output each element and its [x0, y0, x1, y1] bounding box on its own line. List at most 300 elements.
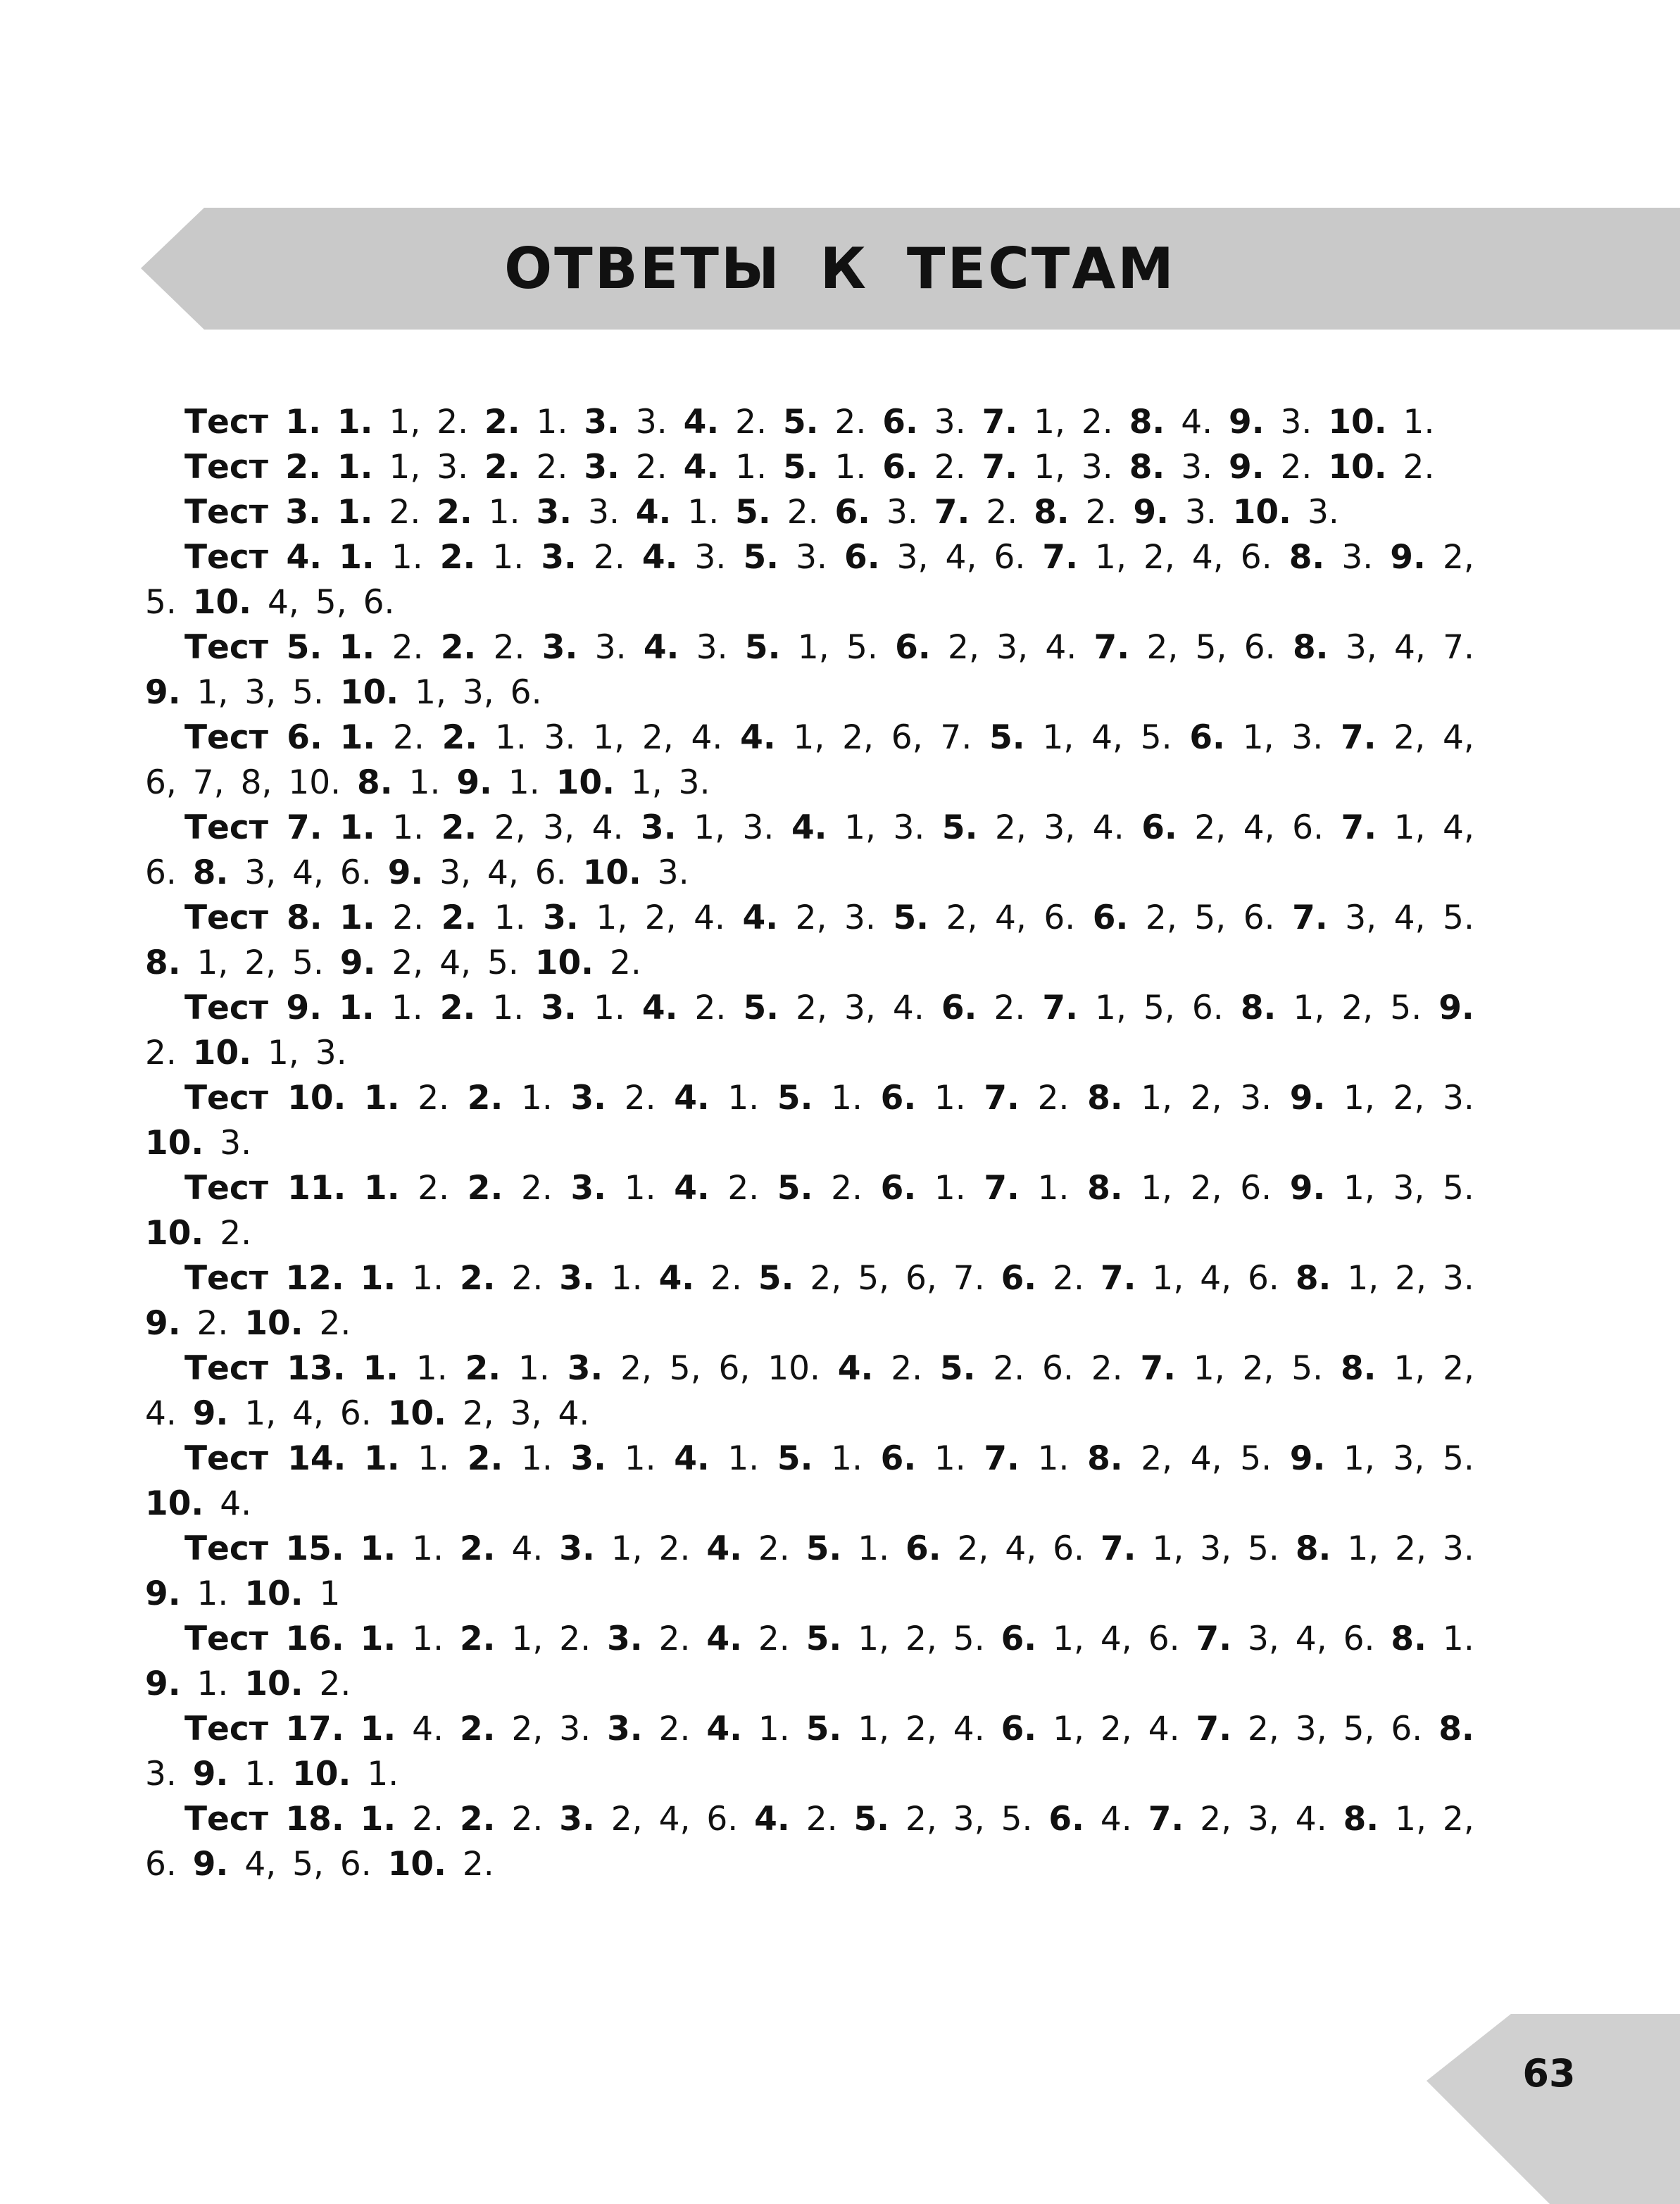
- answer-value: 1, 2.: [389, 403, 469, 442]
- answer-value: 1, 3.: [630, 763, 710, 802]
- question-number: 8.: [1343, 1800, 1379, 1839]
- question-number: 2.: [467, 1079, 503, 1117]
- answer-value: 2.: [610, 944, 641, 982]
- answer-value: 3.: [1181, 448, 1213, 487]
- answer-value: 3, 4, 6.: [1248, 1620, 1375, 1658]
- question-number: 5.: [758, 1259, 794, 1298]
- question-number: 2.: [459, 1529, 496, 1568]
- question-number: 2.: [441, 718, 478, 757]
- question-number: 7.: [1042, 989, 1078, 1027]
- question-number: 8.: [1292, 628, 1329, 667]
- question-number: 5.: [782, 403, 819, 442]
- question-number: 4.: [674, 1169, 710, 1208]
- question-number: 4.: [740, 718, 776, 757]
- question-number: 3.: [584, 403, 620, 442]
- question-number: 9.: [1133, 493, 1169, 532]
- question-number: 10.: [582, 853, 641, 892]
- question-number: 6.: [1189, 718, 1225, 757]
- answer-value: 1. 3. 1, 2, 4.: [494, 718, 723, 757]
- question-number: 1.: [337, 403, 373, 442]
- question-number: 5.: [777, 1079, 813, 1117]
- answer-value: 2.: [389, 493, 421, 532]
- question-number: 4.: [641, 538, 678, 577]
- question-number: 8.: [357, 763, 393, 802]
- question-number: 5.: [989, 718, 1025, 757]
- question-number: 9.: [1438, 989, 1474, 1027]
- question-number: 6.: [882, 448, 918, 487]
- question-number: 4.: [641, 989, 678, 1027]
- question-number: 2.: [459, 1800, 496, 1839]
- answer-value: 1, 4, 6.: [145, 808, 1474, 892]
- answer-value: 1, 2, 3.: [1347, 1259, 1474, 1298]
- question-number: 8.: [1240, 989, 1277, 1027]
- answer-value: 1.: [391, 989, 423, 1027]
- question-number: 3.: [541, 989, 577, 1027]
- answer-value: 2, 4, 5.: [391, 944, 519, 982]
- question-number: 7.: [984, 1169, 1020, 1208]
- answer-value: 2. 6. 2.: [993, 1349, 1123, 1388]
- answer-value: 2, 4, 6, 7, 8, 10.: [145, 718, 1474, 802]
- test-label: Тест 11.: [184, 1169, 346, 1208]
- question-number: 1.: [339, 718, 376, 757]
- answer-value: 2, 4, 6.: [957, 1529, 1084, 1568]
- question-number: 4.: [706, 1620, 742, 1658]
- answer-value: 2.: [392, 898, 425, 937]
- answer-value: 1, 2, 5.: [1293, 989, 1422, 1027]
- answer-value: 1.: [412, 1529, 444, 1568]
- answer-value: 2, 3, 5, 6.: [1248, 1710, 1423, 1748]
- answer-value: 1.: [408, 763, 441, 802]
- answer-value: 3.: [696, 628, 728, 667]
- question-number: 10.: [145, 1124, 204, 1163]
- question-number: 3.: [607, 1710, 643, 1748]
- question-number: 9.: [192, 1755, 229, 1793]
- question-number: 7.: [982, 403, 1018, 442]
- question-number: 7.: [1140, 1349, 1176, 1388]
- question-number: 4.: [674, 1439, 710, 1478]
- question-number: 6.: [1141, 808, 1177, 847]
- answer-value: 1, 3, 5.: [1343, 1439, 1474, 1478]
- question-number: 10.: [244, 1304, 303, 1343]
- answer-value: 1, 3.: [268, 1034, 347, 1072]
- answer-value: 1, 5, 6.: [1095, 989, 1224, 1027]
- question-number: 5.: [744, 628, 781, 667]
- answer-value: 4.: [511, 1529, 544, 1568]
- answer-value: 2.: [1280, 448, 1312, 487]
- question-number: 3.: [607, 1620, 643, 1658]
- answer-value: 2.: [831, 1169, 863, 1208]
- test-answers-entry: [145, 1436, 1474, 1527]
- question-number: 10.: [192, 1034, 252, 1072]
- answer-value: 1, 2, 5.: [858, 1620, 985, 1658]
- answer-value: 1.: [858, 1529, 890, 1568]
- answer-value: 1, 2, 6, 7.: [793, 718, 972, 757]
- question-number: 10.: [1232, 493, 1291, 532]
- test-answers-entry: [145, 625, 1474, 715]
- question-number: 8.: [192, 853, 229, 892]
- question-number: 8.: [1087, 1169, 1123, 1208]
- test-label: Тест 16.: [184, 1620, 344, 1658]
- answer-value: 2.: [805, 1800, 838, 1839]
- answer-value: 1.: [1037, 1169, 1070, 1208]
- answer-value: 3.: [588, 493, 620, 532]
- test-label: Тест 8.: [184, 898, 322, 937]
- answer-value: 3.: [1341, 538, 1374, 577]
- test-label: Тест 18.: [184, 1800, 344, 1839]
- answer-value: 2.: [493, 628, 525, 667]
- question-number: 3.: [570, 1169, 607, 1208]
- answer-value: 1.: [520, 1079, 553, 1117]
- question-number: 10.: [1328, 448, 1387, 487]
- test-label: Тест 17.: [184, 1710, 344, 1748]
- question-number: 7.: [1042, 538, 1078, 577]
- answer-value: 2.: [536, 448, 568, 487]
- answer-value: 3, 4, 5.: [1345, 898, 1474, 937]
- answer-value: 1, 4, 6.: [1053, 1620, 1180, 1658]
- answer-value: 1, 3, 5.: [1343, 1169, 1474, 1208]
- question-number: 9.: [1289, 1169, 1326, 1208]
- question-number: 3.: [559, 1800, 595, 1839]
- answer-value: 3.: [657, 853, 689, 892]
- question-number: 5.: [782, 448, 819, 487]
- answer-value: 1.: [244, 1755, 277, 1793]
- answer-value: 2.: [462, 1845, 494, 1884]
- answer-value: 1.: [727, 1079, 760, 1117]
- answer-value: 2, 3, 4.: [796, 989, 924, 1027]
- answers-list: [145, 400, 1474, 1887]
- test-answers-entry: [145, 400, 1474, 445]
- answer-value: 2.: [418, 1169, 450, 1208]
- answer-value: 2.: [934, 448, 966, 487]
- question-number: 4.: [837, 1349, 874, 1388]
- answer-value: 1, 2.: [511, 1620, 591, 1658]
- answer-value: 2.: [635, 448, 667, 487]
- answer-value: 1.: [831, 1439, 863, 1478]
- answer-value: 1.: [492, 989, 525, 1027]
- question-number: 2.: [439, 538, 476, 577]
- answer-value: 2.: [993, 989, 1026, 1027]
- question-number: 8.: [1129, 403, 1165, 442]
- question-number: 2.: [459, 1710, 496, 1748]
- page-corner-tab: [1427, 2014, 1680, 2204]
- answer-value: 2, 5, 6, 10.: [620, 1349, 820, 1388]
- question-number: 1.: [360, 1620, 396, 1658]
- question-number: 2.: [459, 1620, 496, 1658]
- question-number: 7.: [1148, 1800, 1184, 1839]
- answer-value: 1, 2, 4.: [596, 898, 725, 937]
- question-number: 4.: [706, 1710, 742, 1748]
- test-label: Тест 3.: [184, 493, 321, 532]
- answer-value: 1.: [610, 1259, 643, 1298]
- question-number: 5.: [939, 1349, 976, 1388]
- answer-value: 1, 3, 5.: [1152, 1529, 1279, 1568]
- question-number: 2.: [437, 493, 472, 532]
- question-number: 3.: [543, 898, 579, 937]
- question-number: 8.: [1391, 1620, 1427, 1658]
- test-label: Тест 2.: [184, 448, 321, 487]
- answer-value: 2, 5, 6.: [1146, 628, 1276, 667]
- question-number: 4.: [683, 403, 720, 442]
- page-corner-shape: [1427, 2014, 1680, 2204]
- question-number: 3.: [570, 1439, 607, 1478]
- test-label: Тест 10.: [184, 1079, 346, 1117]
- answer-value: 1.: [934, 1439, 966, 1478]
- question-number: 6.: [1001, 1620, 1037, 1658]
- question-number: 9.: [456, 763, 492, 802]
- answer-value: 1.: [1037, 1439, 1070, 1478]
- question-number: 6.: [834, 493, 871, 532]
- question-number: 9.: [1229, 448, 1265, 487]
- answer-value: 3.: [796, 538, 827, 577]
- test-label: Тест 4.: [184, 538, 322, 577]
- answer-value: 1.: [687, 493, 720, 532]
- answer-value: 1.: [624, 1169, 656, 1208]
- answer-value: 1, 2, 6.: [145, 1800, 1474, 1884]
- question-number: 4.: [791, 808, 827, 847]
- question-number: 8.: [1289, 538, 1325, 577]
- question-number: 8.: [145, 944, 181, 982]
- question-number: 1.: [339, 808, 375, 847]
- answer-value: 1.: [536, 403, 568, 442]
- answer-value: 2.: [710, 1259, 742, 1298]
- question-number: 6.: [880, 1079, 917, 1117]
- answer-value: 2, 3, 4.: [494, 808, 624, 847]
- question-number: 9.: [1289, 1439, 1326, 1478]
- test-answers-entry: [145, 1256, 1474, 1346]
- answer-value: 3.: [694, 538, 727, 577]
- answer-value: 1, 2, 4.: [858, 1710, 985, 1748]
- question-number: 7.: [1196, 1620, 1232, 1658]
- answer-value: 2, 4, 6.: [946, 898, 1076, 937]
- answer-value: 1.: [494, 898, 526, 937]
- question-number: 6.: [1001, 1259, 1037, 1298]
- question-number: 5.: [805, 1620, 842, 1658]
- answer-value: 1, 2.: [1034, 403, 1113, 442]
- question-number: 2.: [484, 403, 520, 442]
- question-number: 5.: [777, 1439, 813, 1478]
- answer-value: 3, 4, 7.: [1345, 628, 1474, 667]
- question-number: 4.: [643, 628, 679, 667]
- answer-value: 1.: [196, 1665, 229, 1703]
- answer-value: 2, 3, 4.: [1200, 1800, 1327, 1839]
- question-number: 8.: [1295, 1529, 1331, 1568]
- question-number: 2.: [441, 808, 477, 847]
- question-number: 4.: [635, 493, 672, 532]
- answer-value: 1, 2, 3.: [1347, 1529, 1474, 1568]
- answer-value: 2, 5, 6.: [1145, 898, 1275, 937]
- answer-value: 3.: [934, 403, 966, 442]
- question-number: 8.: [1295, 1259, 1331, 1298]
- question-number: 3.: [536, 493, 572, 532]
- answer-value: 2, 3.: [795, 898, 876, 937]
- answer-value: 1.: [934, 1079, 966, 1117]
- answer-value: 4.: [220, 1484, 252, 1523]
- answer-value: 2.: [319, 1304, 351, 1343]
- question-number: 1.: [337, 493, 373, 532]
- test-label: Тест 12.: [184, 1259, 344, 1298]
- answer-value: 2.: [1403, 448, 1435, 487]
- question-number: 10.: [244, 1665, 303, 1703]
- answer-value: 2.: [758, 1529, 790, 1568]
- answer-value: 3.: [1184, 493, 1217, 532]
- question-number: 1.: [364, 1439, 400, 1478]
- answer-value: 1.: [492, 538, 525, 577]
- question-number: 10.: [192, 583, 252, 622]
- question-number: 5.: [743, 538, 779, 577]
- answer-value: 4.: [412, 1710, 444, 1748]
- answer-value: 2, 3, 4.: [462, 1394, 590, 1433]
- question-number: 9.: [145, 1665, 181, 1703]
- question-number: 10.: [145, 1484, 204, 1523]
- question-number: 10.: [339, 673, 399, 712]
- answer-value: 2, 3, 5.: [905, 1800, 1033, 1839]
- answer-value: 4.: [1100, 1800, 1132, 1839]
- answer-value: 1, 2, 4.: [1053, 1710, 1180, 1748]
- question-number: 7.: [1093, 628, 1130, 667]
- question-number: 6.: [895, 628, 931, 667]
- answer-value: 2.: [319, 1665, 351, 1703]
- question-number: 10.: [145, 1214, 204, 1253]
- answer-value: 4, 5, 6.: [244, 1845, 372, 1884]
- question-number: 1.: [364, 1169, 400, 1208]
- question-number: 3.: [570, 1079, 607, 1117]
- test-answers-entry: [145, 1527, 1474, 1617]
- question-number: 7.: [1292, 898, 1328, 937]
- answer-value: 1, 3.: [844, 808, 925, 847]
- answer-value: 2, 5.: [145, 538, 1474, 622]
- answer-value: 1, 5.: [797, 628, 878, 667]
- question-number: 2.: [440, 628, 477, 667]
- question-number: 2.: [441, 898, 477, 937]
- answer-value: 4, 5, 6.: [268, 583, 395, 622]
- question-number: 8.: [1438, 1710, 1474, 1748]
- answer-value: 3, 4, 6.: [439, 853, 567, 892]
- answer-value: 1.: [196, 1574, 229, 1613]
- question-number: 9.: [192, 1845, 229, 1884]
- answer-value: 2, 4, 6.: [610, 1800, 739, 1839]
- answer-value: 1, 2, 4, 6.: [1095, 538, 1272, 577]
- answer-value: 4.: [1181, 403, 1213, 442]
- answer-value: 2.: [392, 718, 425, 757]
- answer-value: 2.: [520, 1169, 553, 1208]
- test-answers-entry: [145, 1707, 1474, 1797]
- test-label: Тест 14.: [184, 1439, 346, 1478]
- question-number: 5.: [777, 1169, 813, 1208]
- question-number: 10.: [556, 763, 615, 802]
- question-number: 9.: [145, 1574, 181, 1613]
- question-number: 9.: [145, 1304, 181, 1343]
- answer-value: 2.: [735, 403, 767, 442]
- question-number: 3.: [541, 628, 578, 667]
- answer-value: 1.: [727, 1439, 760, 1478]
- answer-value: 3, 4, 6.: [244, 853, 372, 892]
- answer-value: 3.: [635, 403, 667, 442]
- question-number: 1.: [364, 1079, 400, 1117]
- answer-value: 1, 3, 6.: [415, 673, 542, 712]
- test-answers-entry: [145, 1617, 1474, 1707]
- answer-value: 1, 3, 5.: [196, 673, 324, 712]
- question-number: 5.: [805, 1529, 842, 1568]
- test-label: Тест 9.: [184, 989, 322, 1027]
- question-number: 2.: [459, 1259, 496, 1298]
- question-number: 1.: [339, 628, 375, 667]
- answer-value: 1.: [831, 1079, 863, 1117]
- answer-value: 1, 3.: [389, 448, 469, 487]
- answer-value: 1.: [834, 448, 867, 487]
- question-number: 1.: [337, 448, 373, 487]
- answer-value: 2.: [593, 538, 625, 577]
- answer-value: 2.: [1085, 493, 1117, 532]
- question-number: 6.: [844, 538, 880, 577]
- question-number: 8.: [1340, 1349, 1377, 1388]
- answer-value: 1, 2, 5.: [1193, 1349, 1324, 1388]
- answer-value: 1, 4, 5.: [1042, 718, 1172, 757]
- test-answers-entry: [145, 1346, 1474, 1436]
- question-number: 5.: [735, 493, 771, 532]
- question-number: 4.: [674, 1079, 710, 1117]
- answer-value: 1.: [624, 1439, 656, 1478]
- answer-value: 1.: [412, 1259, 444, 1298]
- answer-value: 1.: [934, 1169, 966, 1208]
- answer-value: 2.: [511, 1800, 544, 1839]
- question-number: 1.: [360, 1800, 396, 1839]
- answer-value: 2.: [412, 1800, 444, 1839]
- question-number: 6.: [1048, 1800, 1084, 1839]
- question-number: 1.: [363, 1349, 399, 1388]
- answer-value: 3.: [1280, 403, 1312, 442]
- question-number: 8.: [1034, 493, 1070, 532]
- test-label: Тест 15.: [184, 1529, 344, 1568]
- question-number: 2.: [465, 1349, 501, 1388]
- answer-value: 3.: [220, 1124, 252, 1163]
- answer-value: 1, 2, 4.: [145, 1349, 1474, 1433]
- question-number: 1.: [339, 538, 375, 577]
- answer-value: 1.: [391, 538, 423, 577]
- answer-value: 2.: [624, 1079, 656, 1117]
- question-number: 7.: [934, 493, 970, 532]
- question-number: 5.: [941, 808, 978, 847]
- question-number: 6.: [880, 1439, 917, 1478]
- answer-value: 2, 3, 4.: [995, 808, 1124, 847]
- answer-value: 1, 2.: [610, 1529, 691, 1568]
- answer-value: 2.: [145, 1034, 177, 1072]
- question-number: 2.: [467, 1169, 503, 1208]
- answer-value: 1, 2, 3.: [1343, 1079, 1474, 1117]
- question-number: 1.: [360, 1259, 396, 1298]
- header-banner: [0, 0, 1680, 338]
- answer-value: 1, 3.: [1242, 718, 1324, 757]
- answer-value: 2.: [1037, 1079, 1070, 1117]
- answer-value: 1.: [518, 1349, 550, 1388]
- question-number: 6.: [905, 1529, 941, 1568]
- answer-value: 2, 4, 6.: [1194, 808, 1324, 847]
- question-number: 3.: [559, 1259, 595, 1298]
- question-number: 3.: [541, 538, 577, 577]
- question-number: 4.: [658, 1259, 695, 1298]
- question-number: 6.: [941, 989, 977, 1027]
- test-label: Тест 1.: [184, 403, 321, 442]
- answer-value: 3.: [145, 1755, 177, 1793]
- answer-value: 1, 3.: [694, 808, 775, 847]
- answer-value: 1.: [412, 1620, 444, 1658]
- question-number: 10.: [244, 1574, 303, 1613]
- answer-value: 1, 2, 5.: [196, 944, 324, 982]
- page-number: 63: [1522, 2051, 1576, 2096]
- question-number: 1.: [339, 898, 375, 937]
- question-number: 7.: [984, 1439, 1020, 1478]
- question-number: 4.: [706, 1529, 742, 1568]
- answer-value: 2.: [658, 1710, 691, 1748]
